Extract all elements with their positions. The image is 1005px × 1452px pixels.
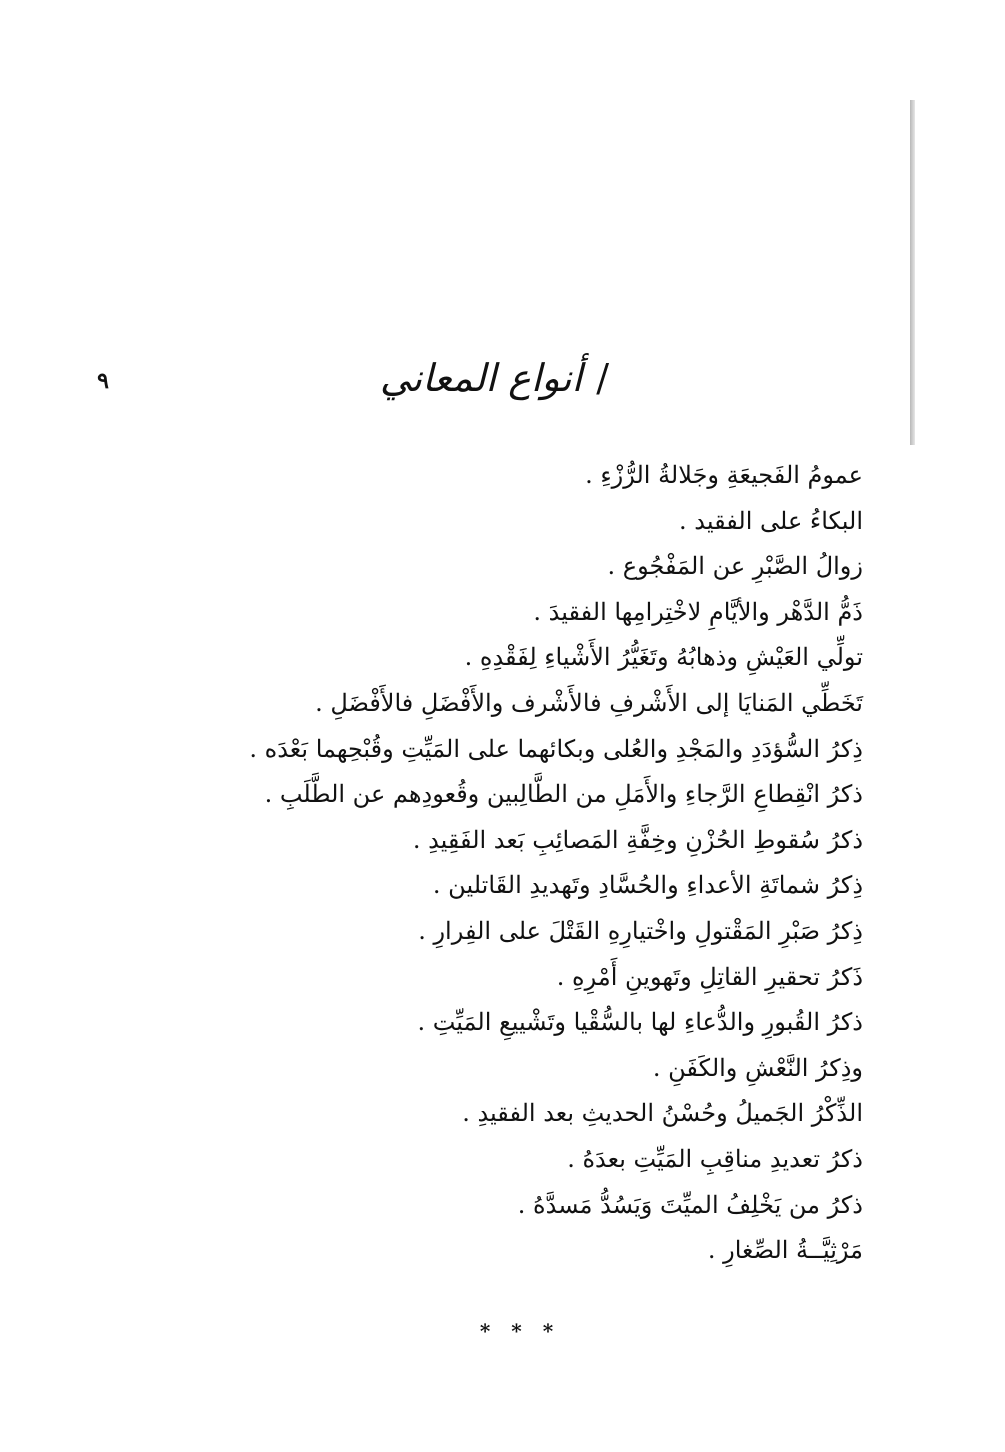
- list-item: ذكرُ القُبورِ والدُّعاءِ لها بالسُّقْيا وتَشْييعِ المَيِّتِ .: [417, 1008, 863, 1037]
- list-item: ذِكرُ السُّؤدَدِ والمَجْدِ والعُلى وبكائهما على المَيِّتِ وقُبْحِهما بَعْدَه .: [249, 734, 863, 763]
- list-item: ذكرُ تعديدِ مناقِبِ المَيِّتِ بعدَهُ .: [567, 1144, 863, 1173]
- list-item: تولِّي العَيْشِ وذهابُهُ وتَغَيُّرُ الأَشْياءِ لِفَقْدِهِ .: [464, 643, 863, 672]
- list-item: ذكرُ انْقِطاعِ الرَّجاءِ والأَمَلِ من الطَّالِبين وقُعودِهم عن الطَّلَبِ .: [264, 780, 863, 809]
- list-item: ذَكرُ تحقيرِ القاتِلِ وتَهوينِ أَمْرِهِ .: [556, 962, 863, 991]
- list-item: ذِكرُ شماتَةِ الأعداءِ والحُسَّادِ وتَهديدِ القَاتلين .: [432, 871, 863, 900]
- heading-slash-mark: /: [596, 356, 609, 400]
- page-number: ٩: [97, 368, 109, 394]
- list-item: تَخَطِّي المَنايَا إلى الأَشْرفِ فالأَشْرف والأَفْضَلِ فالأَفْضَلِ .: [315, 688, 863, 717]
- list-item: ذِكرُ صَبْرِ المَقْتولِ واخْتيارِهِ القَتْلَ على الفِرارِ .: [418, 916, 863, 945]
- section-separator-stars: * * *: [479, 1319, 561, 1343]
- list-item: عمومُ الفَجيعَةِ وجَلالةُ الرُّزْءِ .: [585, 461, 863, 489]
- list-item: ذكرُ من يَخْلِفُ الميِّتَ وَيَسُدُّ مَسدَّهُ .: [517, 1190, 863, 1219]
- list-item: ذكرُ سُقوطِ الحُزْنِ وخِفَّةِ المَصائِبِ بَعد الفَقِيدِ .: [412, 825, 863, 854]
- section-heading: [380, 348, 609, 408]
- section-heading-text: أنواع المعاني: [379, 356, 583, 400]
- list-item: زوالُ الصَّبْرِ عن المَفْجُوع .: [607, 552, 863, 581]
- list-item: مَرْثِيَّــةُ الصِّغارِ .: [707, 1236, 863, 1265]
- list-item: ذَمُّ الدَّهْر والأيَّامِ لاخْتِرامِها الفقيدَ .: [533, 597, 863, 626]
- meanings-list: [163, 453, 863, 1274]
- list-item: وذِكرُ النَّعْشِ والكَفَنِ .: [652, 1053, 863, 1082]
- list-item: الذِّكْرُ الجَميلُ وحُسْنُ الحديثِ بعد الفقيدِ .: [462, 1099, 863, 1128]
- binding-edge-shadow: [910, 100, 915, 445]
- list-item: البكاءُ على الفقيد .: [679, 506, 863, 535]
